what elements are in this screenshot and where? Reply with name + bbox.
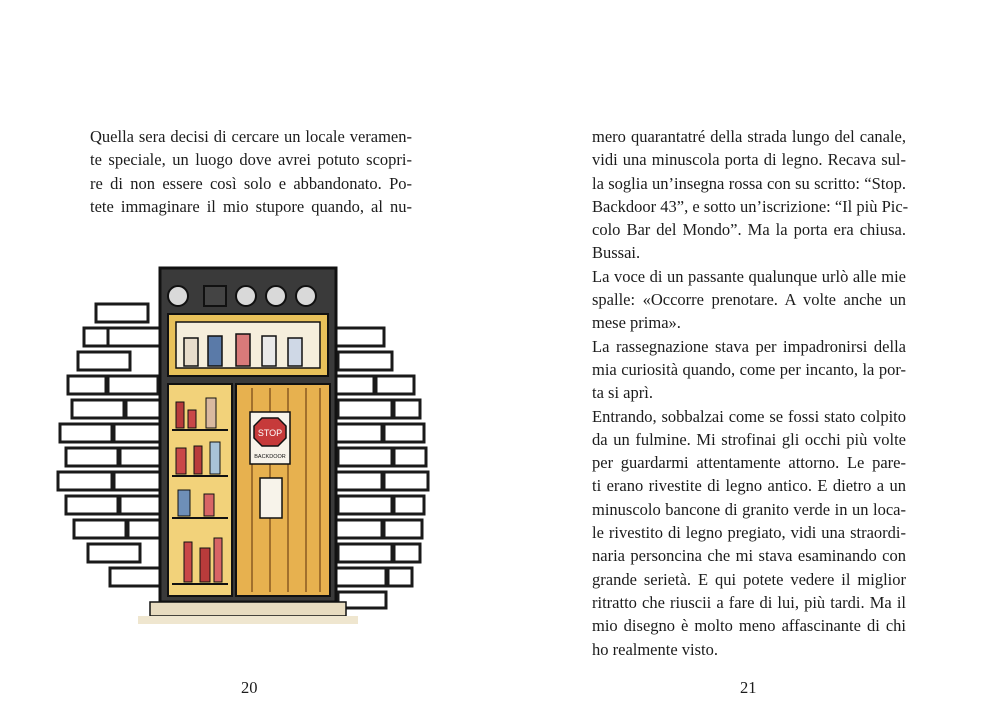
text-line: re di non essere così solo e abbandonato. Po- [90,173,412,193]
page-number: 20 [241,678,258,697]
text-line: Entrando, sobbalzai come se fossi stato colpito [592,406,906,426]
door-step [150,602,346,616]
left-paragraph [90,125,412,218]
text-line: tete immaginare il mio stupore quando, al nu- [90,196,412,216]
name-plaque [260,478,282,518]
text-line: te speciale, un luogo dove avrei potuto scopri- [90,150,412,170]
text-line: Bussai. [592,243,641,263]
text-line: le rivestito di legno pregiato, vidi una straordi- [592,523,906,543]
page-number: 21 [740,678,757,697]
text-line: minuscolo bancone di granito verde in un loca- [592,499,906,519]
stop-sign-subtext: BACKDOOR [254,454,286,460]
text-line: mio disegno è molto meno affascinante di chi [592,616,906,636]
text-line: da un fulmine. Mi strofinai gli occhi più volte [592,429,906,449]
text-line: spalle: «Occorre prenotare. A volte anche un [592,290,906,310]
text-line: mese prima». [592,313,681,333]
right-page [500,0,1000,722]
text-line: grande serietà. E qui potete vedere il miglior [592,569,906,589]
stop-sign-text: STOP [257,428,283,438]
text-line: La voce di un passante qualunque urlò alle mie [592,266,906,286]
text-line: colo Bar del Mondo”. Ma la porta era chiusa. [592,220,906,240]
text-line: ho realmente visto. [592,639,719,659]
bar-door-illustration [38,242,458,637]
text-line: mia curiosità quando, come per incanto, la por- [592,359,906,379]
brick-wall-left [58,304,162,586]
text-line: per guardarmi attentamente attorno. Le pare- [592,453,906,473]
text-line: mero quarantatré della strada lungo del canale, [592,127,906,146]
text-line: la soglia un’insegna rossa con su scritto: “Stop. [592,173,906,193]
text-line: ritratto che riuscii a fare di lui, più tardi. Ma il [592,592,906,612]
text-line: La rassegnazione stava per impadronirsi della [592,336,906,356]
text-line: ta si aprì. [592,383,653,403]
right-text [592,125,909,661]
text-line: Quella sera decisi di cercare un locale veramen- [90,127,412,146]
text-line: vidi una minuscola porta di legno. Recava sul- [592,150,906,170]
brick-wall-right [334,328,428,608]
text-line: ti erano rivestite di legno antico. E dietro a un [592,476,906,496]
text-line: naria personcina che mi stava esaminando con [592,546,906,566]
text-line: Backdoor 43”, e sotto un’iscrizione: “Il più Pic- [592,196,909,216]
